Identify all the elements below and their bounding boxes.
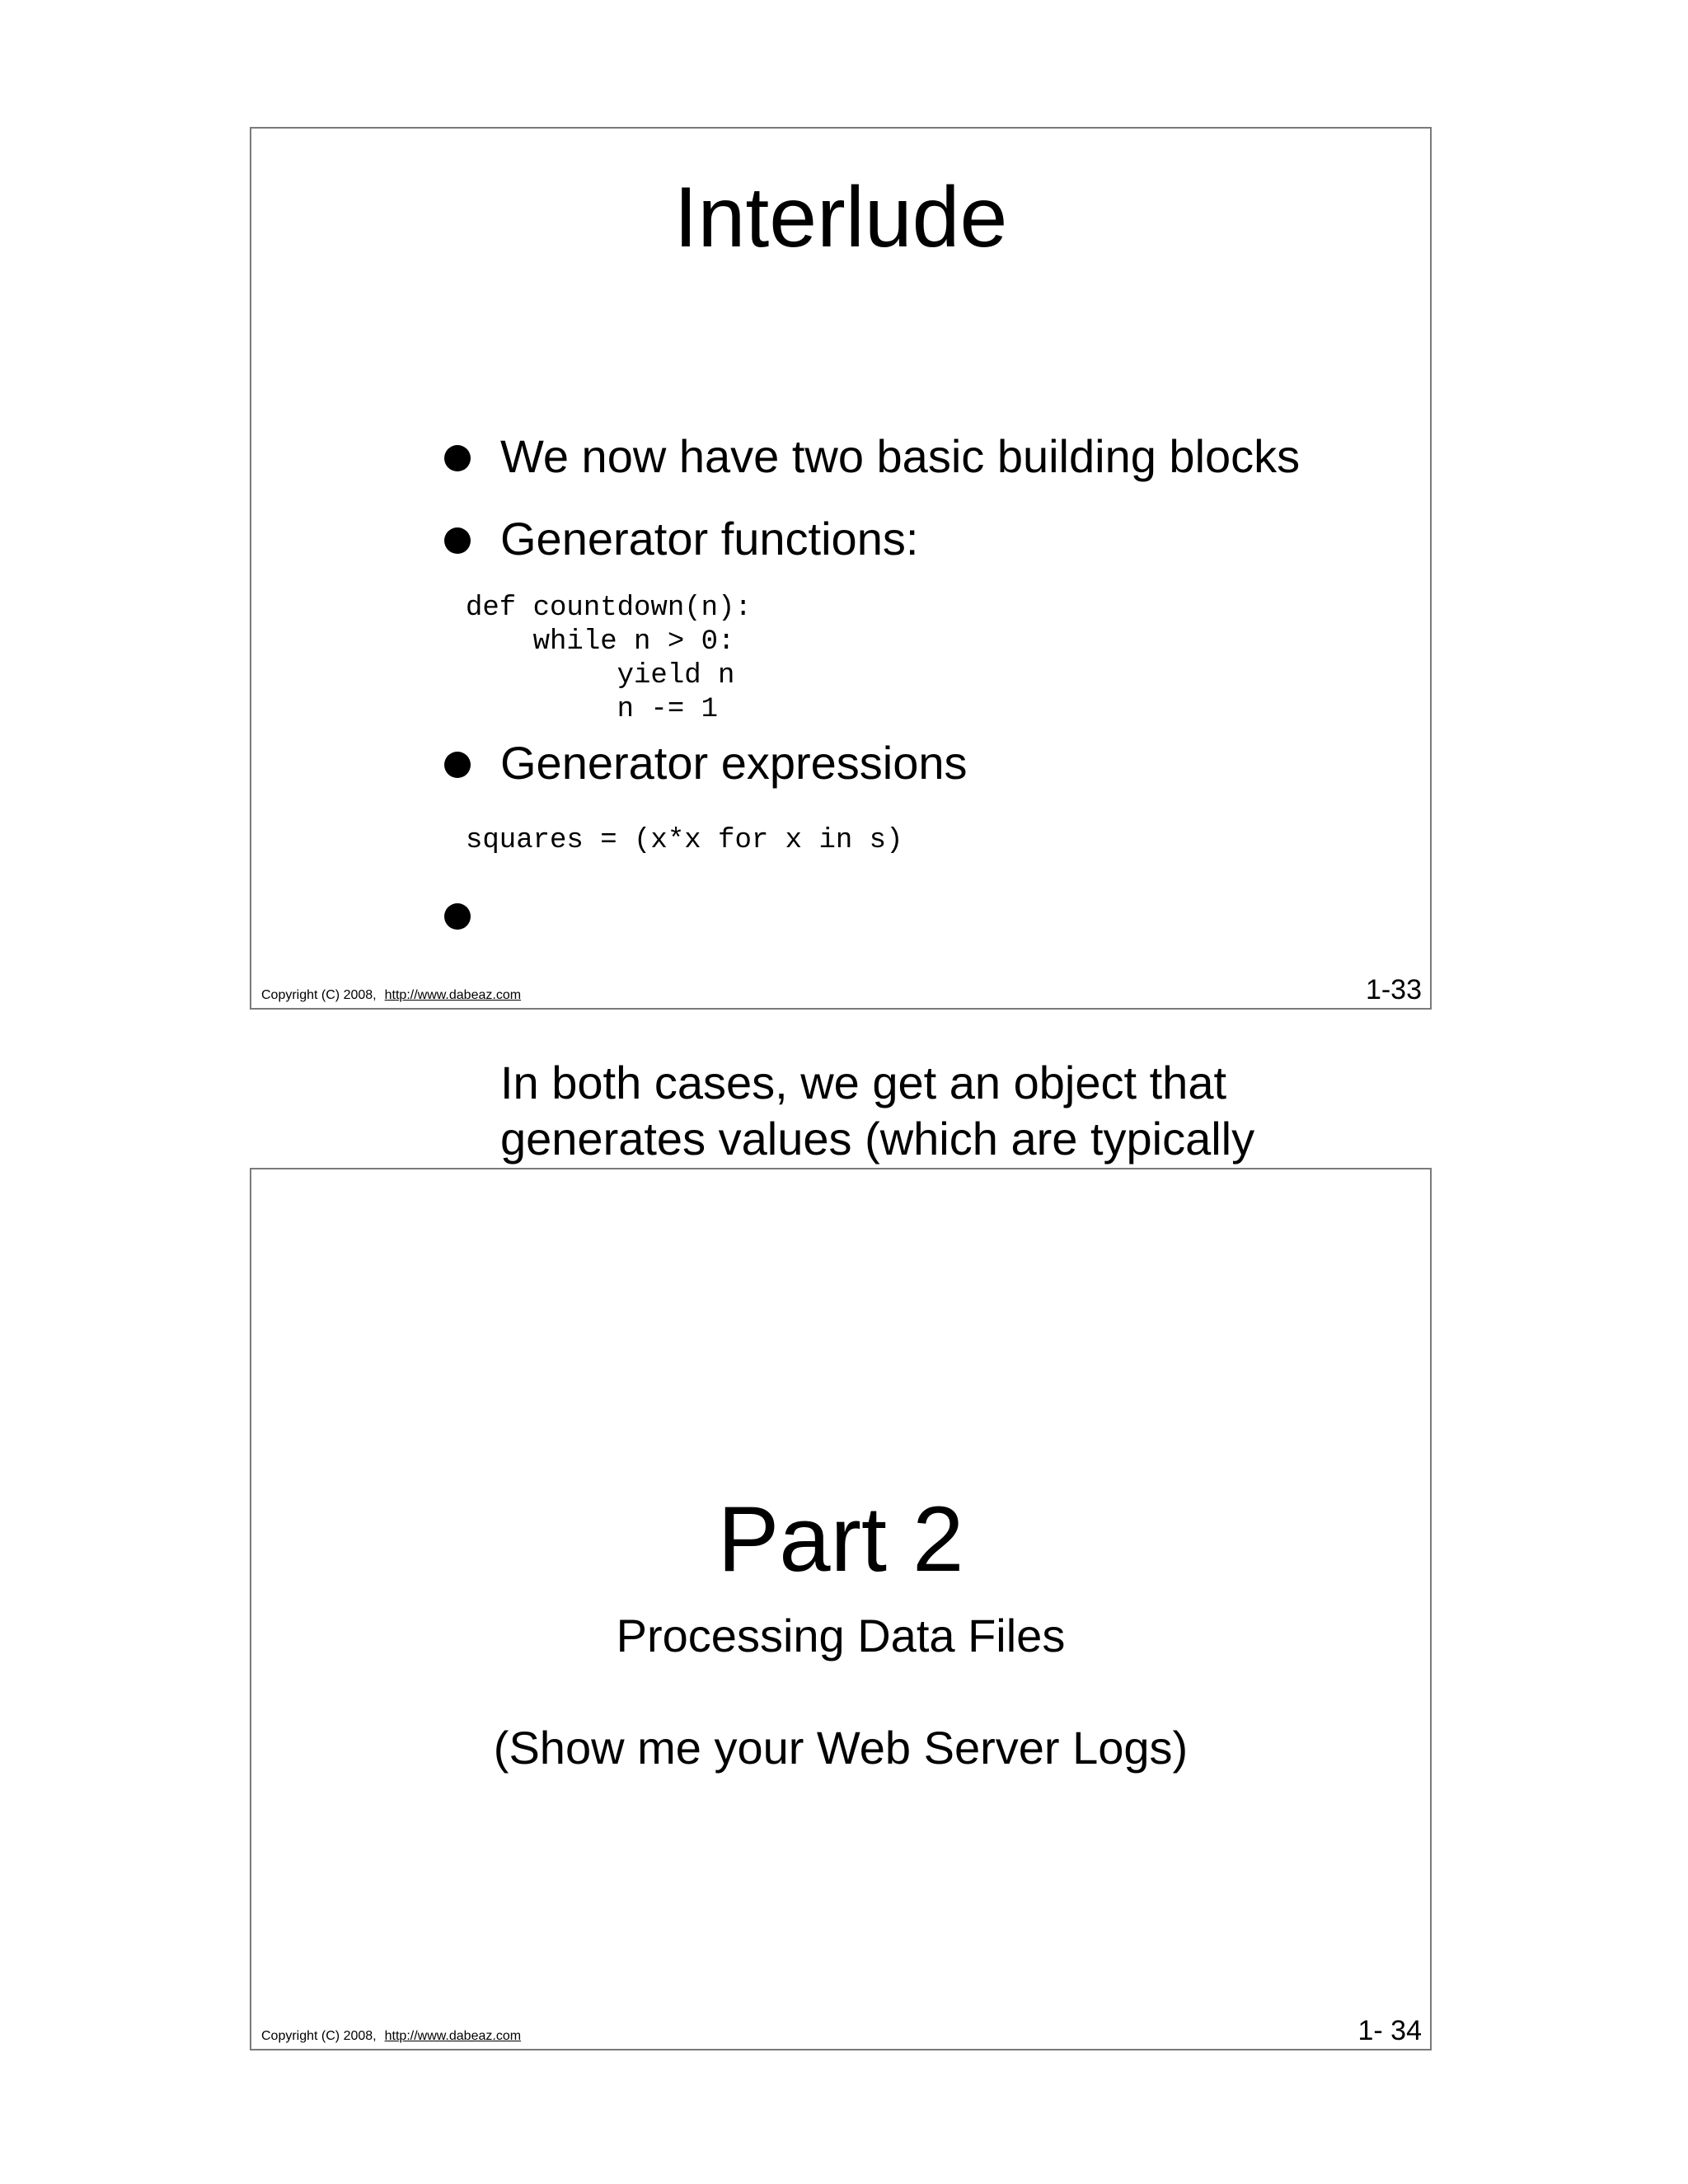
slide-1-34 [250, 1168, 1432, 2050]
code-block-countdown: def countdown(n): while n > 0: yield n n -= 1 [466, 593, 752, 725]
footer-copyright [261, 988, 521, 1003]
slide-subtitle-secondary: (Show me your Web Server Logs) [493, 1722, 1189, 1774]
slide-subtitle: Processing Data Files [616, 1610, 1066, 1661]
bullet-text: Generator functions: [500, 513, 919, 565]
bullet-item [446, 511, 918, 567]
bullet-icon [444, 903, 471, 930]
slide-1-33 [250, 127, 1432, 1165]
bullet-item [446, 429, 1300, 485]
slide-title: Interlude [673, 170, 1008, 265]
copyright-text: Copyright (C) 2008, [261, 988, 377, 1002]
bullet-icon [444, 527, 471, 554]
slide-number: 1- 34 [1357, 2015, 1422, 2046]
code-block-squares: squares = (x*x for x in s) [466, 825, 903, 856]
bullet-text: We now have two basic building blocks [500, 430, 1301, 482]
footer-link[interactable]: http://www.dabeaz.com [384, 2029, 522, 2043]
slide-number: 1-33 [1365, 974, 1422, 1005]
slide-title: Part 2 [717, 1488, 964, 1591]
bullet-icon [444, 445, 471, 471]
copyright-text: Copyright (C) 2008, [261, 2029, 377, 2043]
footer-copyright [261, 2029, 521, 2044]
bullet-item [446, 735, 968, 791]
bullet-icon [444, 752, 471, 778]
bullet-text: Generator expressions [500, 737, 968, 789]
bullet-text: In both cases, we get an object that generates values (which are typically [500, 1057, 1255, 1165]
footer-link[interactable]: http://www.dabeaz.com [384, 988, 522, 1002]
